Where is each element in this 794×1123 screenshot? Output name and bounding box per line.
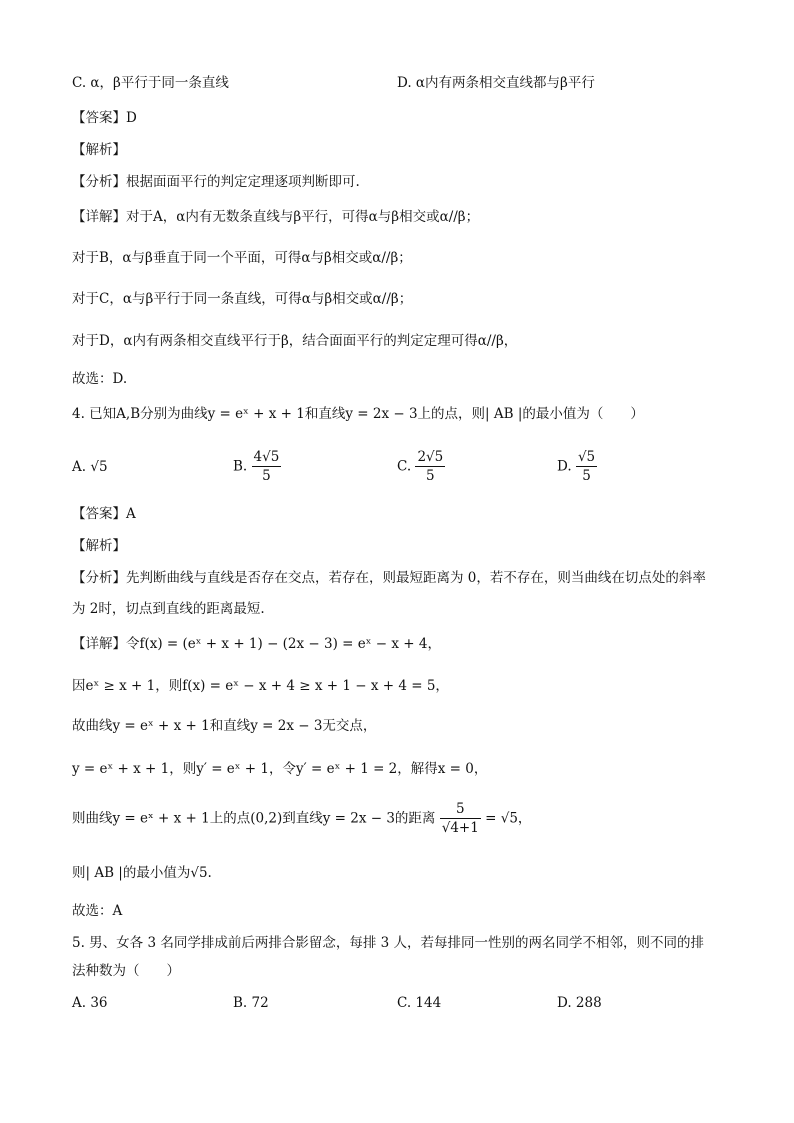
q4-jiexi-heading: 【解析】 xyxy=(72,538,126,554)
q3-answer-line xyxy=(72,109,137,127)
detail-text: 则曲线y = eˣ + x + 1上的点(0,2)到直线y = 2x − 3的距离 xyxy=(72,810,436,827)
analysis-tag: 【分析】 xyxy=(72,174,126,190)
q4-detail-5 xyxy=(72,800,531,837)
fraction-numerator: 2√5 xyxy=(417,449,444,465)
answer-value: D xyxy=(126,110,137,126)
detail-tag: 【详解】 xyxy=(72,209,126,225)
analysis-text: 根据面面平行的判定定理逐项判断即可. xyxy=(126,174,360,190)
detail-text: 对于A，α内有无数条直线与β平行，可得α与β相交或α//β； xyxy=(126,209,480,225)
fraction-numerator: 4√5 xyxy=(253,449,280,465)
fraction-numerator: 5 xyxy=(455,801,465,817)
q4-detail-3: 故曲线y = eˣ + x + 1和直线y = 2x − 3无交点， xyxy=(72,718,377,734)
option-fraction xyxy=(415,448,445,485)
answer-tag: 【答案】 xyxy=(72,506,126,522)
fraction-denominator: 5 xyxy=(252,466,282,485)
option-label: C. xyxy=(397,458,412,475)
fraction-numerator: √5 xyxy=(577,449,596,465)
q4-answer-line xyxy=(72,505,136,523)
distance-fraction xyxy=(440,800,481,837)
q3-analysis xyxy=(72,173,360,191)
detail-tag: 【详解】 xyxy=(72,636,126,652)
q4-option-d xyxy=(557,448,597,485)
q5-option-a: A. 36 xyxy=(72,995,108,1011)
answer-value: A xyxy=(126,506,136,522)
option-fraction xyxy=(576,448,597,485)
q3-option-d: D. α内有两条相交直线都与β平行 xyxy=(397,75,595,91)
fraction-denominator: √4+1 xyxy=(441,820,479,836)
option-label: D. xyxy=(557,458,572,475)
analysis-text: 先判断曲线与直线是否存在交点，若存在，则最短距离为 0，若不存在，则当曲线在切点处的斜率 xyxy=(126,570,706,586)
q4-detail-4: y = eˣ + x + 1，则y′ = eˣ + 1，令y′ = eˣ + 1 = 2，解得x = 0， xyxy=(72,761,488,777)
answer-tag: 【答案】 xyxy=(72,110,126,126)
option-label: B. xyxy=(233,458,248,475)
q5-option-c: C. 144 xyxy=(397,995,442,1011)
q4-option-c xyxy=(397,448,445,485)
q4-detail-2: 因eˣ ≥ x + 1，则f(x) = eˣ − x + 4 ≥ x + 1 − x + 4 = 5， xyxy=(72,678,449,694)
q4-analysis-1 xyxy=(72,569,706,587)
q4-analysis-2: 为 2时，切点到直线的距离最短. xyxy=(72,601,265,617)
analysis-tag: 【分析】 xyxy=(72,570,126,586)
q4-option-a xyxy=(72,458,108,476)
q5-option-b: B. 72 xyxy=(233,995,269,1011)
q4-detail-1 xyxy=(72,635,441,653)
q3-detail-4: 对于D，α内有两条相交直线平行于β，结合面面平行的判定定理可得α//β， xyxy=(72,333,518,349)
option-value: √5 xyxy=(90,459,108,475)
q4-option-b xyxy=(233,448,281,485)
detail-text: 令f(x) = (eˣ + x + 1) − (2x − 3) = eˣ − x + 4， xyxy=(126,636,441,652)
q3-detail-2: 对于B，α与β垂直于同一个平面，可得α与β相交或α//β； xyxy=(72,250,412,266)
fraction-denominator: 5 xyxy=(415,466,445,485)
q4-conclusion: 故选：A xyxy=(72,903,123,919)
q5-option-d: D. 288 xyxy=(557,995,602,1011)
q3-conclusion: 故选：D. xyxy=(72,371,128,387)
q5-stem-2: 法种数为（ ） xyxy=(72,963,180,979)
q4-detail-6: 则| AB |的最小值为√5. xyxy=(72,865,212,881)
q3-detail-3: 对于C，α与β平行于同一条直线，可得α与β相交或α//β； xyxy=(72,291,413,307)
option-label: A. xyxy=(72,459,87,475)
q3-jiexi-heading: 【解析】 xyxy=(72,142,126,158)
option-fraction xyxy=(252,448,282,485)
q3-option-c: C. α，β平行于同一条直线 xyxy=(72,75,229,91)
q4-stem: 4. 已知A,B分别为曲线y = eˣ + x + 1和直线y = 2x − 3上的点，则| AB |的最小值为（ ） xyxy=(72,406,644,422)
fraction-denominator: 5 xyxy=(576,466,597,485)
q5-stem-1: 5. 男、女各 3 名同学排成前后两排合影留念，每排 3 人，若每排同一性别的两名同学不相邻，则不同的排 xyxy=(72,935,705,951)
detail-text-end: = √5， xyxy=(485,810,532,827)
q3-detail-1 xyxy=(72,208,479,226)
